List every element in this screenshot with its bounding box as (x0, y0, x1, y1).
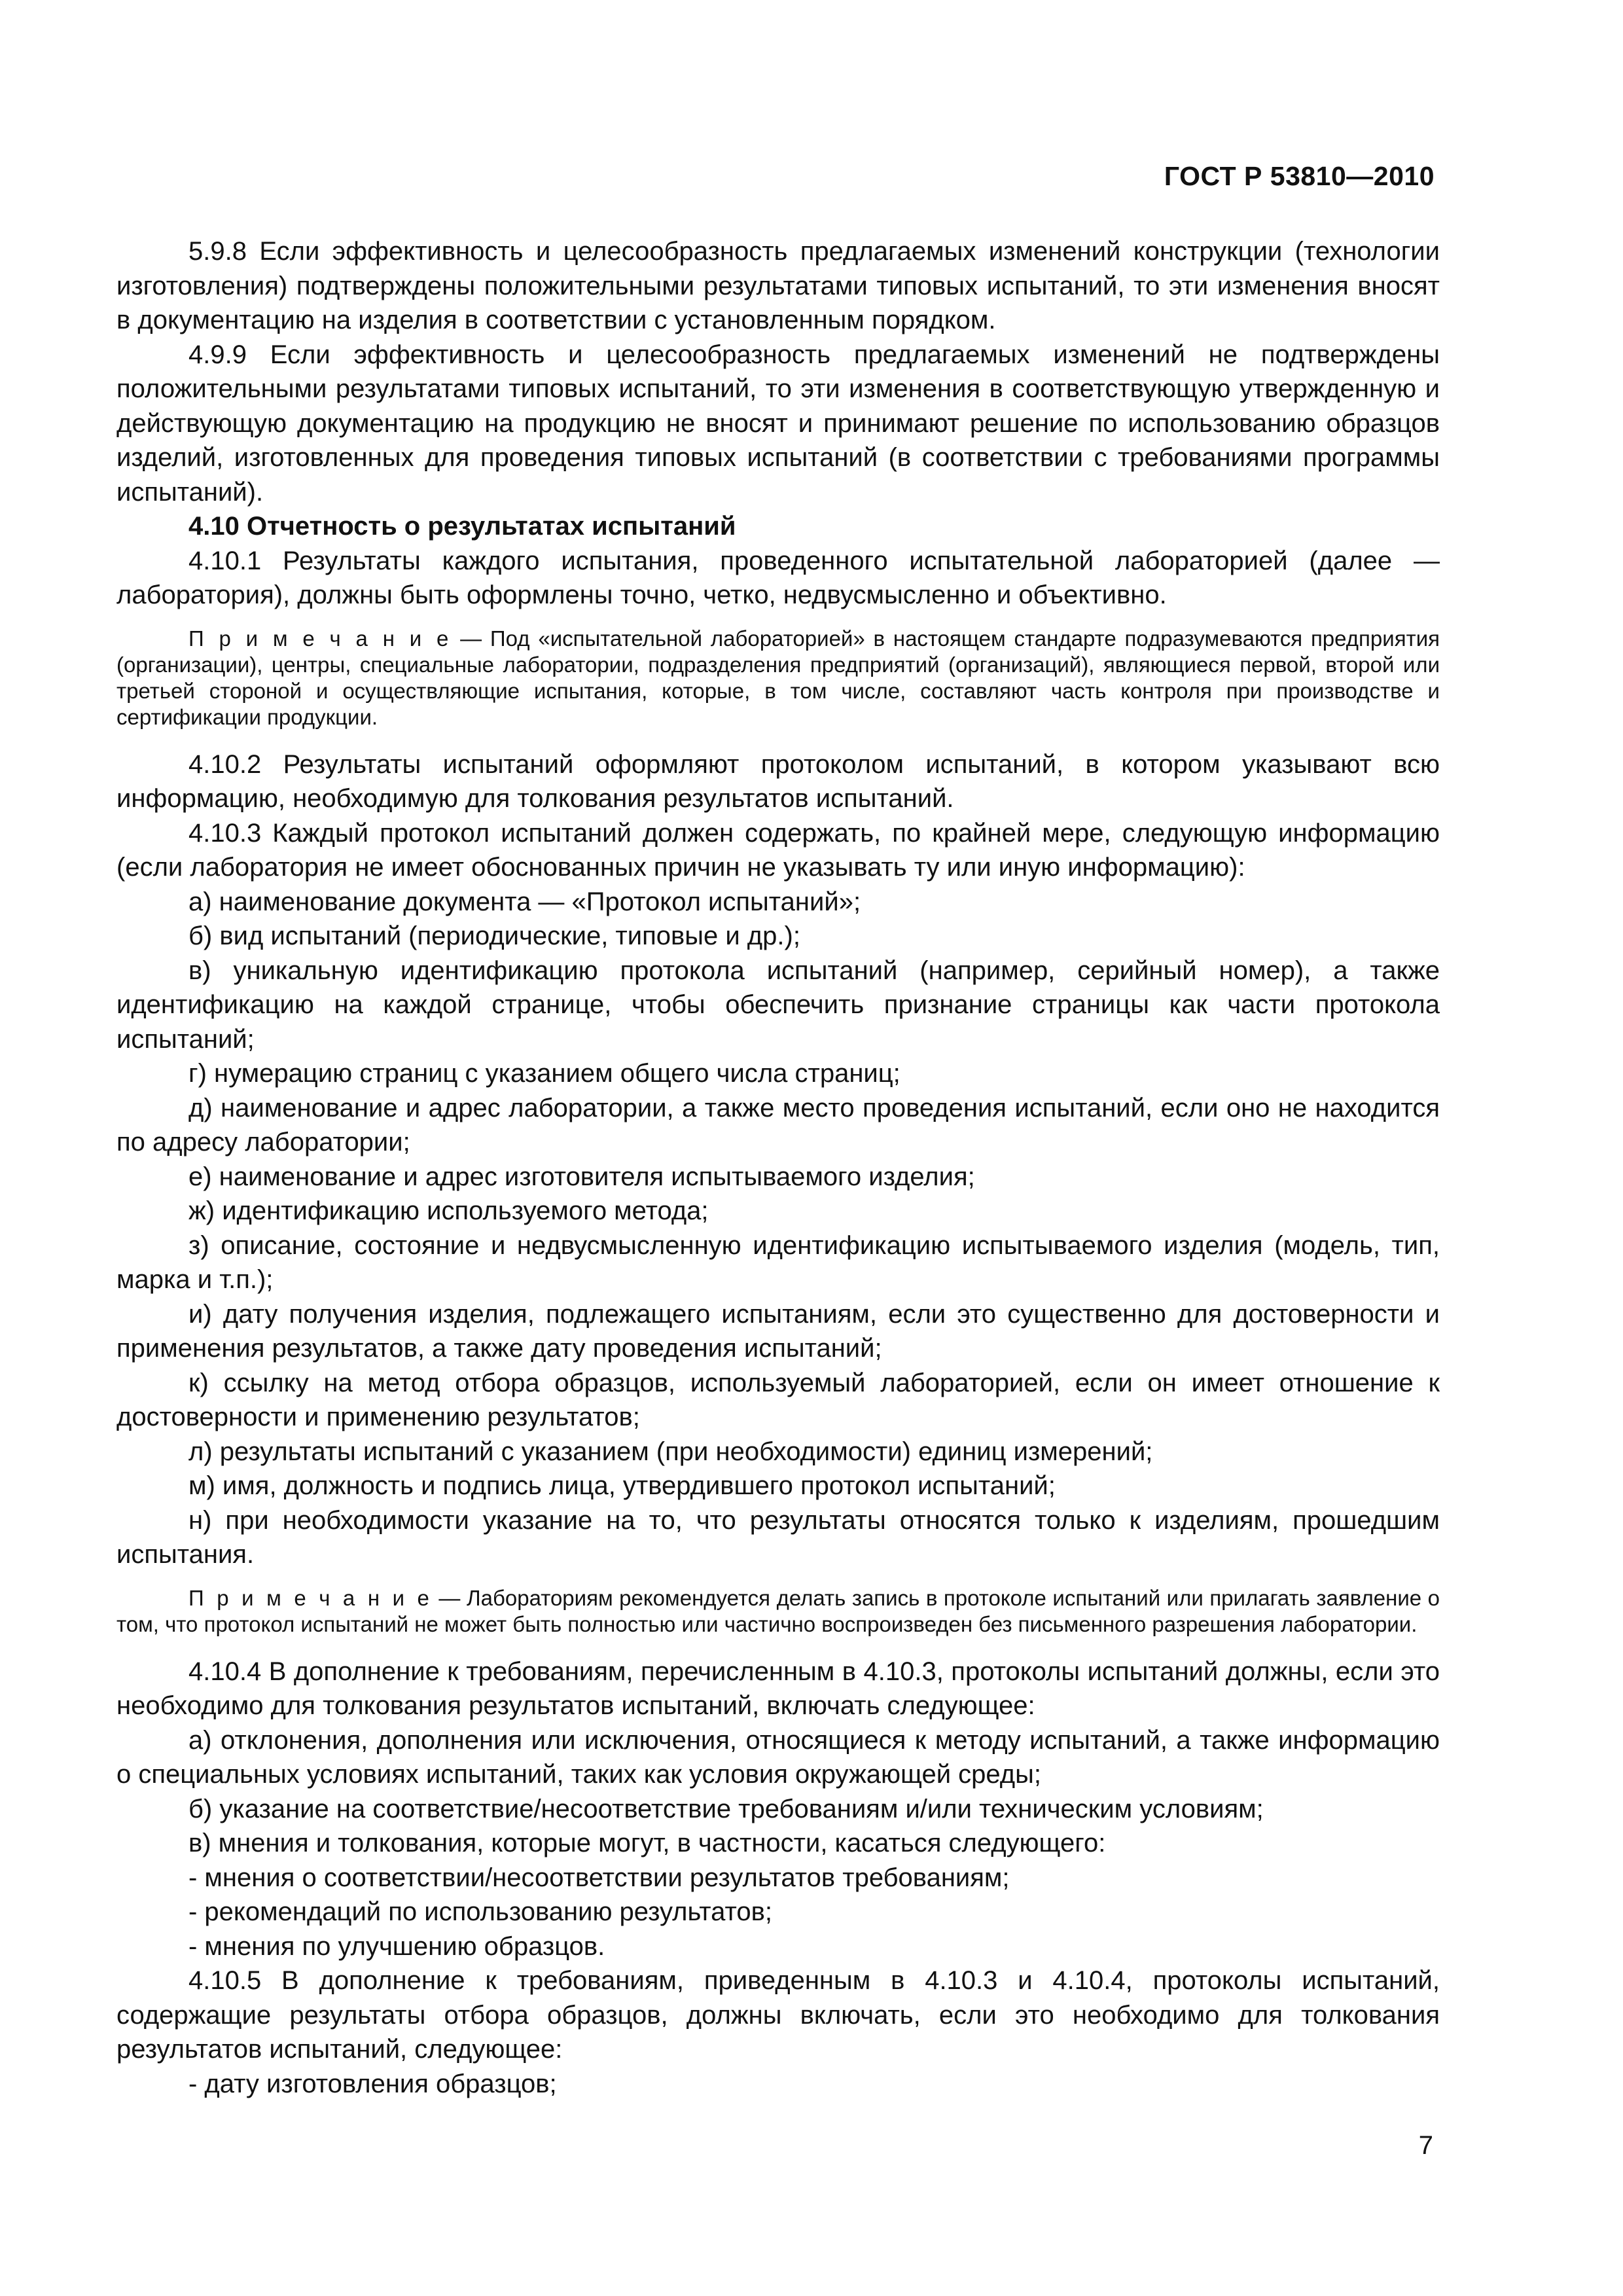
note-label: П р и м е ч а н и е (188, 1585, 433, 1610)
document-body (116, 234, 1440, 2101)
paragraph-5-9-8: 5.9.8 Если эффективность и целесообразность предлагаемых изменений конструкции (технологии изготовления) подтверждены положительными результатами типовых испытаний, то эти изменения вносят в документацию на изделия в соответствии с установленным порядком. (116, 237, 1440, 334)
list-item: н) при необходимости указание на то, что результаты относятся только к изделиям, прошедшим испытания. (116, 1505, 1440, 1569)
list-item: г) нумерацию страниц с указанием общего числа страниц; (188, 1059, 901, 1088)
page-number: 7 (1418, 2131, 1433, 2160)
note-2 (116, 1585, 1440, 1638)
list-item: и) дату получения изделия, подлежащего испытаниям, если это существенно для достоверности и применения результатов, а также дату проведения испытаний; (116, 1299, 1440, 1363)
list-item: - мнения по улучшению образцов. (188, 1931, 605, 1961)
list-item: б) указание на соответствие/несоответствие требованиям и/или техническим условиям; (188, 1794, 1264, 1823)
list-4-10-5 (116, 2067, 1440, 2102)
list-item: л) результаты испытаний с указанием (при необходимости) единиц измерений; (188, 1437, 1153, 1466)
list-item: - рекомендаций по использованию результатов; (188, 1897, 772, 1926)
paragraph-4-9-9: 4.9.9 Если эффективность и целесообразность предлагаемых изменений не подтверждены положительными результатами типовых испытаний, то эти изменения в соответствующую утвержденную и действующую документацию на продукцию не вносят и принимают решение по использованию образцов изделий, изготовленных для проведения типовых испытаний (в соответствии с требованиями программы испытаний). (116, 340, 1440, 507)
list-4-10-3 (116, 885, 1440, 1572)
list-item: в) мнения и толкования, которые могут, в частности, касаться следующего: (188, 1829, 1106, 1857)
paragraph-4-10-2: 4.10.2 Результаты испытаний оформляют протоколом испытаний, в котором указывают всю информацию, необходимую для толкования результатов испытаний. (116, 749, 1440, 813)
paragraph-4-10-3: 4.10.3 Каждый протокол испытаний должен содержать, по крайней мере, следующую информацию (если лаборатория не имеет обоснованных причин не указывать ту или иную информацию): (116, 818, 1440, 882)
paragraph-4-10-4: 4.10.4 В дополнение к требованиям, перечисленным в 4.10.3, протоколы испытаний должны, если это необходимо для толкования результатов испытаний, включать следующее: (116, 1657, 1440, 1720)
note-text: — Под «испытательной лабораторией» в настоящем стандарте подразумеваются предприятия (организации), центры, специальные лаборатории, подразделения предприятий (организаций), являющиеся первой, второй или третьей стороной и осуществляющие испытания, которые, в том числе, составляют часть контроля при производстве и сертификации продукции. (116, 626, 1440, 729)
list-item: - мнения о соответствии/несоответствии результатов требованиям; (188, 1863, 1010, 1892)
list-item: е) наименование и адрес изготовителя испытываемого изделия; (188, 1162, 975, 1191)
list-item: з) описание, состояние и недвусмысленную идентификацию испытываемого изделия (модель, тип, марка и т.п.); (116, 1230, 1440, 1294)
list-item: ж) идентификацию используемого метода; (188, 1196, 709, 1225)
list-item: а) отклонения, дополнения или исключения, относящиеся к методу испытаний, а также информацию о специальных условиях испытаний, таких как условия окружающей среды; (116, 1725, 1440, 1789)
list-item: б) вид испытаний (периодические, типовые и др.); (188, 922, 800, 950)
list-item: к) ссылку на метод отбора образцов, используемый лабораторией, если он имеет отношение к достоверности и применению результатов; (116, 1368, 1440, 1431)
list-item: - дату изготовления образцов; (188, 2069, 557, 2098)
list-item: д) наименование и адрес лаборатории, а также место проведения испытаний, если оно не находится по адресу лаборатории; (116, 1093, 1440, 1157)
note-label: П р и м е ч а н и е (188, 626, 452, 651)
note-1 (116, 626, 1440, 730)
list-item: а) наименование документа — «Протокол испытаний»; (188, 887, 861, 916)
list-4-10-4 (116, 1723, 1440, 1964)
note-text: — Лабораториям рекомендуется делать запись в протоколе испытаний или прилагать заявление о том, что протокол испытаний не может быть полностью или частично воспроизведен без письменного разрешения лаборатории. (116, 1585, 1440, 1636)
document-header: ГОСТ Р 53810—2010 (1164, 161, 1435, 191)
paragraph-4-10-5: 4.10.5 В дополнение к требованиям, приведенным в 4.10.3 и 4.10.4, протоколы испытаний, содержащие результаты отбора образцов, должны включать, если это необходимо для толкования результатов испытаний, следующее: (116, 1966, 1440, 2064)
paragraph-4-10-1: 4.10.1 Результаты каждого испытания, проведенного испытательной лабораторией (далее — лаборатория), должны быть оформлены точно, четко, недвусмысленно и объективно. (116, 546, 1440, 609)
list-item: в) уникальную идентификацию протокола испытаний (например, серийный номер), а также идентификацию на каждой странице, чтобы обеспечить признание страницы как части протокола испытаний; (116, 956, 1440, 1054)
section-heading-4-10: 4.10 Отчетность о результатах испытаний (188, 512, 736, 541)
list-item: м) имя, должность и подпись лица, утвердившего протокол испытаний; (188, 1471, 1056, 1500)
